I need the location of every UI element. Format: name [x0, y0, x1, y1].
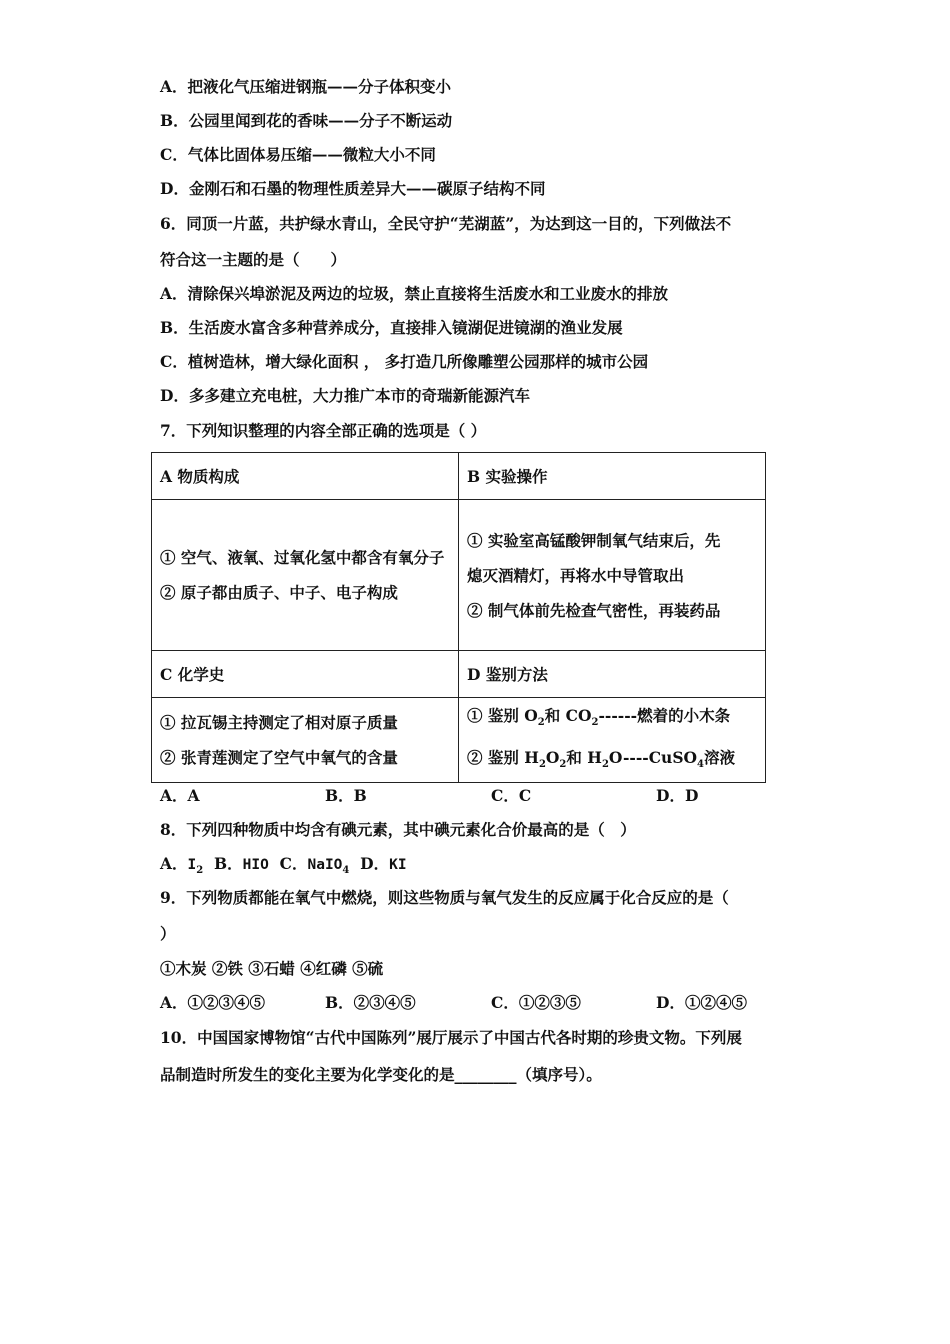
q7-option-a: A．A — [160, 786, 200, 805]
q10-stem-line1: 10．中国国家博物馆“古代中国陈列”展厅展示了中国古代各时期的珍贵文物。下列展 — [160, 1028, 742, 1047]
q8-option-a: A．$I_2$ — [160, 854, 204, 877]
cell-b-body — [459, 500, 766, 651]
q9-option-c: C．①②③⑤ — [491, 993, 581, 1012]
q9-option-d: D．①②④⑤ — [656, 993, 747, 1012]
q6-option-b: B．生活废水富含多种营养成分，直接排入镜湖促进镜湖的渔业发展 — [160, 318, 623, 337]
q6-option-c: C．植树造林，增大绿化面积 ， 多打造几所像雕塑公园那样的城市公园 — [160, 352, 649, 371]
q7-stem: 7．下列知识整理的内容全部正确的选项是（ ） — [160, 421, 487, 440]
cell-d-line2: ② 鉴别 $H_2O_2$和 $H_2O----CuSO_4$溶液 — [467, 748, 735, 771]
q7-option-c: C．C — [491, 786, 532, 805]
cell-c-head: C 化学史 — [152, 651, 459, 698]
q7-option-d: D．D — [656, 786, 699, 805]
q8-option-c: C．NaIO$_4$ — [279, 854, 350, 877]
q9-stem-line2: ） — [160, 924, 176, 943]
cell-a-line1: ① 空气、液氧、过氧化氢中都含有氧分子 — [160, 548, 445, 567]
cell-c-line2: ② 张青莲测定了空气中氧气的含量 — [160, 748, 398, 768]
q9-items: ①木炭 ②铁 ③石蜡 ④红磷 ⑤硫 — [160, 959, 384, 978]
q7-knowledge-table — [151, 452, 766, 783]
cell-d-body — [459, 698, 766, 783]
cell-b-line1b: 熄灭酒精灯，再将水中导管取出 — [467, 565, 685, 585]
q10-stem-line2: 品制造时所发生的变化主要为化学变化的是________（填序号）。 — [160, 1065, 602, 1084]
q5-option-d: D．金刚石和石墨的物理性质差异大——碳原子结构不同 — [160, 179, 546, 198]
cell-b-line1a: ① 实验室高锰酸钾制氧气结束后，先 — [467, 530, 721, 550]
cell-a-body — [152, 500, 459, 651]
q8-option-d: D．KI — [360, 854, 407, 873]
cell-d-head: D 鉴别方法 — [459, 651, 766, 698]
cell-b-line2: ② 制气体前先检查气密性，再装药品 — [467, 600, 721, 620]
q7-option-b: B．B — [325, 786, 367, 805]
q6-stem-line1: 6．同顶一片蓝，共护绿水青山，全民守护“芜湖蓝”，为达到这一目的，下列做法不 — [160, 214, 732, 233]
q9-option-a: A．①②③④⑤ — [160, 993, 266, 1012]
q8-options — [160, 854, 407, 881]
cell-b-head: B 实验操作 — [459, 453, 766, 500]
q8-option-b: B．HIO — [214, 854, 269, 873]
q6-stem-line2: 符合这一主题的是（ ） — [160, 250, 347, 269]
cell-c-line1: ① 拉瓦锡主持测定了相对原子质量 — [160, 713, 398, 733]
cell-a-line2: ② 原子都由质子、中子、电子构成 — [160, 583, 398, 602]
q5-option-c: C．气体比固体易压缩——微粒大小不同 — [160, 145, 436, 164]
cell-a-head: A 物质构成 — [152, 453, 459, 500]
q9-stem-line1: 9．下列物质都能在氧气中燃烧，则这些物质与氧气发生的反应属于化合反应的是（ — [160, 888, 729, 907]
q5-option-a: A．把液化气压缩进钢瓶——分子体积变小 — [160, 77, 452, 96]
q8-stem: 8．下列四种物质中均含有碘元素，其中碘元素化合价最高的是（ ） — [160, 820, 636, 839]
q6-option-d: D．多多建立充电桩，大力推广本市的奇瑞新能源汽车 — [160, 386, 530, 405]
q5-option-b: B．公园里闻到花的香味——分子不断运动 — [160, 111, 453, 130]
q9-option-b: B．②③④⑤ — [325, 993, 416, 1012]
cell-d-line1: ① 鉴别 $O_2$和 $CO_2------$燃着的小木条 — [467, 706, 731, 729]
cell-c-body — [152, 698, 459, 783]
q6-option-a: A．清除保兴埠淤泥及两边的垃圾，禁止直接将生活废水和工业废水的排放 — [160, 284, 669, 303]
